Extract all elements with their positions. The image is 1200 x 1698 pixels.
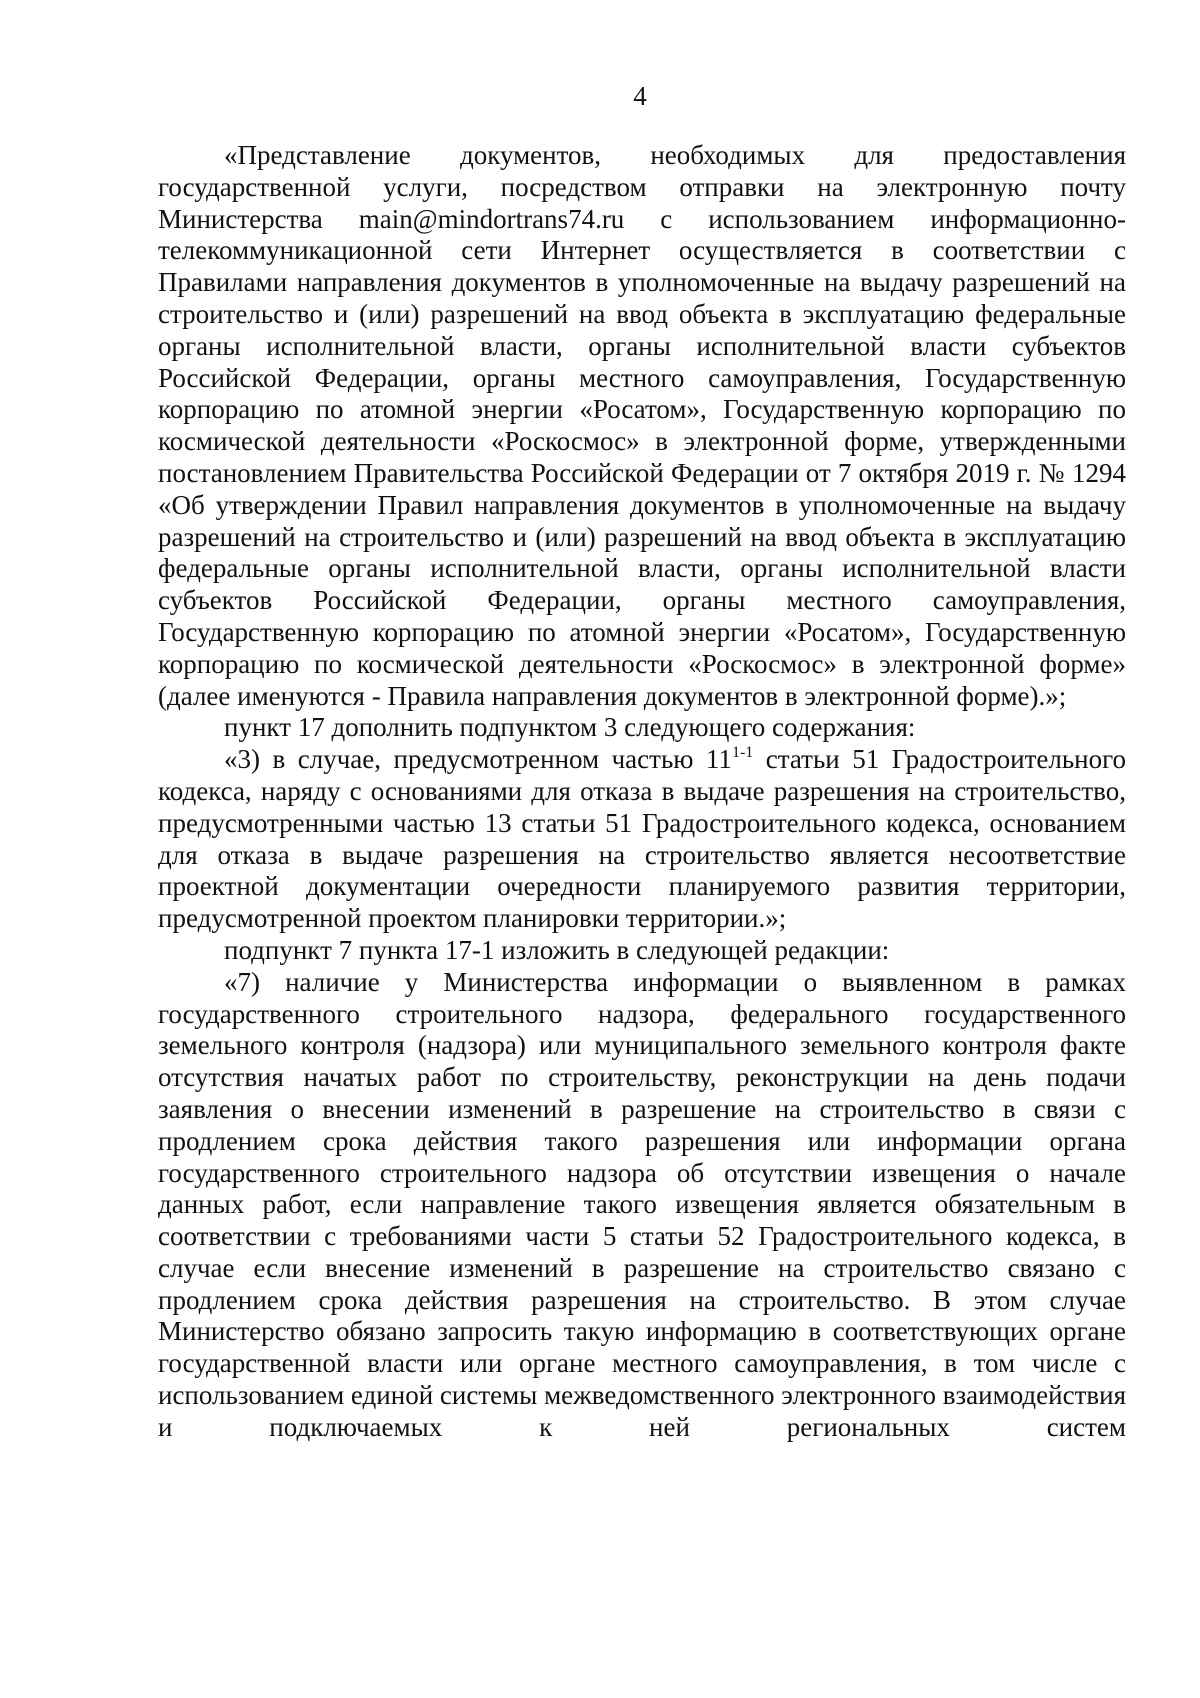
paragraph-subpoint-3 <box>158 744 1126 935</box>
superscript-1-1: 1-1 <box>731 744 754 762</box>
subpoint-3-text-end: статьи 51 Градостроительного кодекса, наряду с основаниями для отказа в выдаче разрешения на строительство, предусмотренными частью 13 статьи 51 Градостроительного кодекса, основанием для отказа в выдаче разрешения на строительство является несоответствие проектной документации очередности планируемого развития территории, предусмотренной проектом планировки территории.»; <box>158 744 1127 934</box>
page-number: 4 <box>633 81 647 111</box>
document-body <box>158 140 1126 1444</box>
paragraph-point-17-1-intro: подпункт 7 пункта 17-1 изложить в следующей редакции: <box>224 934 890 965</box>
paragraph-subpoint-7: «7) наличие у Министерства информации о выявленном в рамках государственного строительного надзора, федерального государственного земельного контроля (надзора) или муниципального земельного контроля факте отсутствия начатых работ по строительству, реконструкции на день подачи заявления о внесении изменений в разрешение на строительство в связи с продлением срока действия такого разрешения или информации органа государственного строительного надзора об отсутствии извещения о начале данных работ, если направление такого извещения является обязательным в соответствии с требованиями части 5 статьи 52 Градостроительного кодекса, в случае если внесение изменений в разрешение на строительство связано с продлением срока действия разрешения на строительство. В этом случае Министерство обязано запросить такую информацию в соответствующих органе государственной власти или органе местного самоуправления, в том числе с использованием единой системы межведомственного электронного взаимодействия и подключаемых к ней региональных систем <box>158 966 1126 1442</box>
subpoint-3-text-start: «3) в случае, предусмотренном частью 11 <box>224 744 732 775</box>
paragraph-submission-rules: «Представление документов, необходимых для предоставления государственной услуги, посредством отправки на электронную почту Министерства main@mindortrans74.ru с использованием информационно-телекоммуникационной сети Интернет осуществляется в соответствии с Правилами направления документов в уполномоченные на выдачу разрешений на строительство и (или) разрешений на ввод объекта в эксплуатацию федеральные органы исполнительной власти, органы исполнительной власти субъектов Российской Федерации, органы местного самоуправления, Государственную корпорацию по атомной энергии «Росатом», Государственную корпорацию по космической деятельности «Роскосмос» в электронной форме, утвержденными постановлением Правительства Российской Федерации от 7 октября 2019 г. № 1294 «Об утверждении Правил направления документов в уполномоченные на выдачу разрешений на строительство и (или) разрешений на ввод объекта в эксплуатацию федеральные органы исполнительной власти, органы исполнительной власти субъектов Российской Федерации, органы местного самоуправления, Государственную корпорацию по атомной энергии «Росатом», Государственную корпорацию по космической деятельности «Роскосмос» в электронной форме» (далее именуются - Правила направления документов в электронной форме).»; <box>158 140 1126 711</box>
paragraph-point-17-intro: пункт 17 дополнить подпунктом 3 следующего содержания: <box>224 712 916 743</box>
